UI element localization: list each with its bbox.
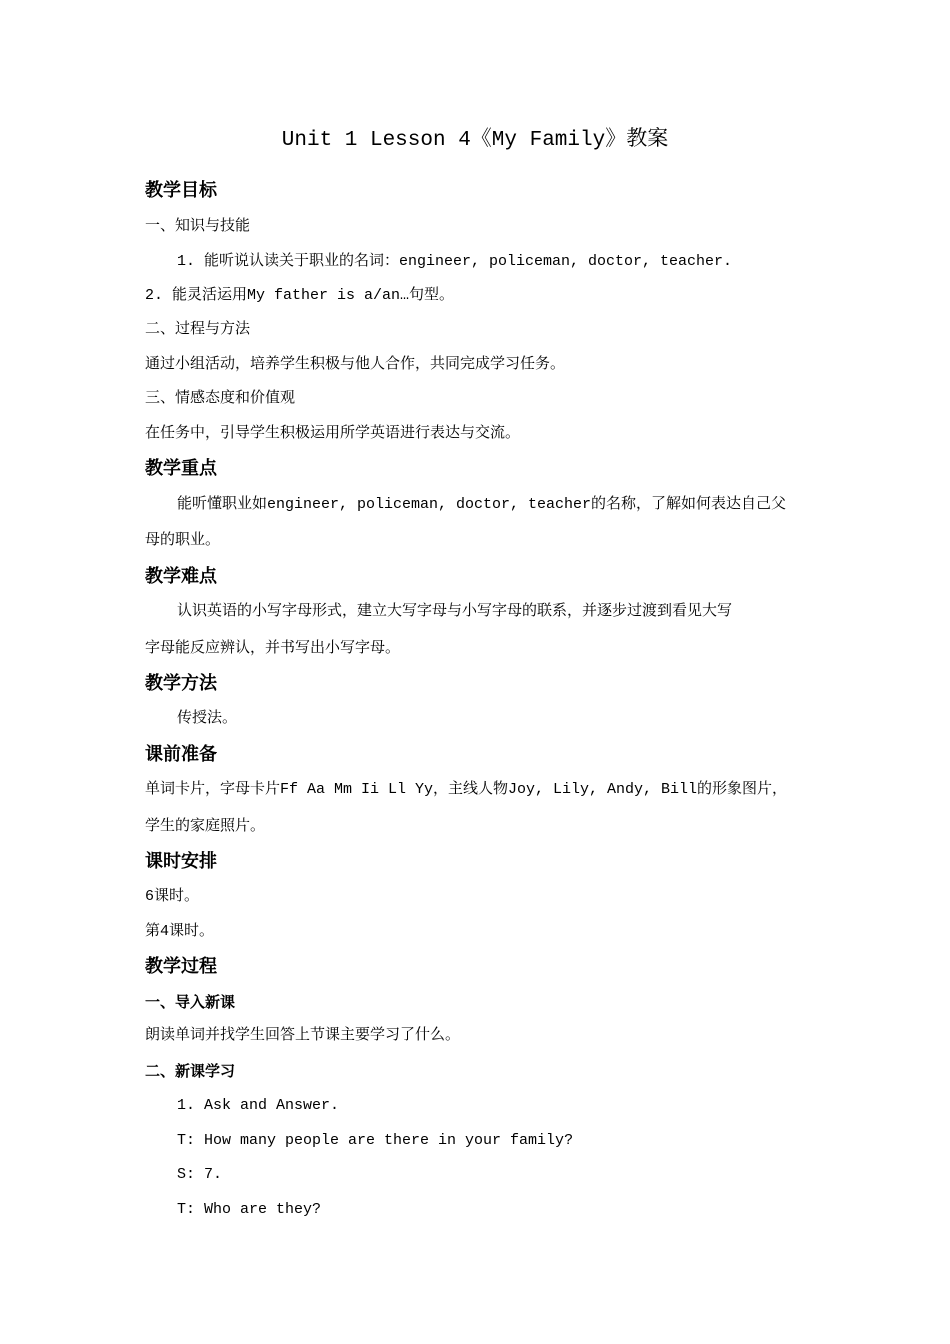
heading-teaching-goals: 教学目标 [145, 180, 217, 201]
process-answer-1: S: 7. [177, 1166, 223, 1183]
heading-difficulties: 教学难点 [145, 566, 217, 587]
goals-section-process: 二、过程与方法 [145, 321, 251, 338]
process-sub-new-lesson: 二、新课学习 [145, 1062, 236, 1080]
schedule-line-1: 6课时。 [145, 888, 200, 905]
preparation-line-1: 单词卡片，字母卡片Ff Aa Mm Ii Ll Yy，主线人物Joy, Lily, Andy, Bill的形象图片， [145, 781, 788, 798]
goals-item-2: 2. 能灵活运用My father is a/an…句型。 [145, 287, 455, 304]
heading-schedule: 课时安排 [145, 851, 217, 872]
goals-attitude-text: 在任务中，引导学生积极运用所学英语进行表达与交流。 [145, 425, 521, 442]
schedule-line-2: 第4课时。 [145, 923, 215, 940]
difficulties-line-2: 字母能反应辨认，并书写出小写字母。 [145, 640, 401, 657]
key-points-line-2: 母的职业。 [145, 532, 221, 549]
goals-process-text: 通过小组活动，培养学生积极与他人合作，共同完成学习任务。 [145, 356, 566, 373]
preparation-line-2: 学生的家庭照片。 [145, 818, 266, 835]
heading-preparation: 课前准备 [145, 744, 217, 765]
process-question-1: T: How many people are there in your family? [177, 1132, 574, 1149]
process-intro-text: 朗读单词并找学生回答上节课主要学习了什么。 [145, 1027, 461, 1044]
document-title: Unit 1 Lesson 4《My Family》教案 [281, 129, 669, 152]
goals-section-knowledge: 一、知识与技能 [145, 218, 251, 235]
process-step-1: 1. Ask and Answer. [177, 1097, 340, 1114]
goals-item-1: 1. 能听说认读关于职业的名词：engineer, policeman, doctor, teacher. [177, 253, 733, 270]
heading-process: 教学过程 [145, 956, 217, 977]
method-text: 传授法。 [177, 710, 238, 727]
heading-key-points: 教学重点 [145, 458, 217, 479]
heading-method: 教学方法 [145, 673, 217, 694]
key-points-line-1: 能听懂职业如engineer, policeman, doctor, teacher的名称，了解如何表达自己父 [177, 496, 787, 513]
goals-section-attitude: 三、情感态度和价值观 [145, 390, 296, 407]
process-sub-intro: 一、导入新课 [145, 993, 236, 1011]
process-question-2: T: Who are they? [177, 1201, 322, 1218]
difficulties-line-1: 认识英语的小写字母形式，建立大写字母与小写字母的联系，并逐步过渡到看见大写 [177, 603, 733, 620]
